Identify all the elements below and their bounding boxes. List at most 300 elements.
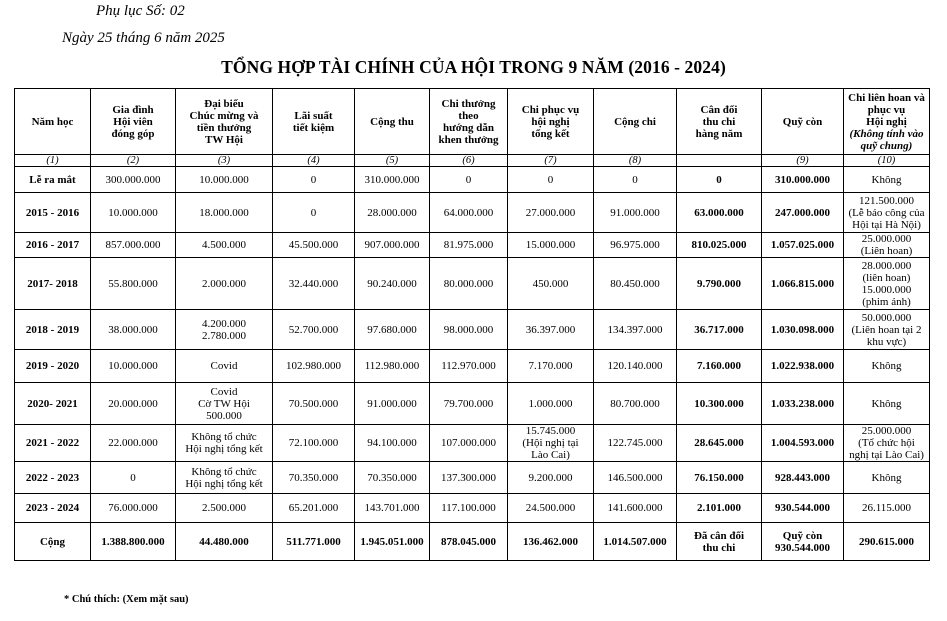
cell-text-line: Lào Cai) — [531, 449, 570, 461]
cell-text-line: 44.480.000 — [199, 535, 249, 548]
table-cell — [91, 350, 176, 383]
table-cell — [508, 425, 594, 462]
cell-text-line: 0 — [716, 173, 722, 186]
cell-text-line: 2.780.000 — [202, 329, 246, 342]
cell-text-line: 80.000.000 — [443, 277, 494, 290]
table-cell — [430, 310, 508, 350]
total-cell — [355, 523, 430, 561]
table-cell — [762, 193, 844, 233]
column-number — [677, 155, 762, 167]
cell-text-line: 143.701.000 — [364, 502, 420, 514]
table-cell — [355, 462, 430, 494]
table-cell — [91, 494, 176, 523]
cell-text-line: Cộng — [39, 535, 66, 548]
table-cell — [355, 193, 430, 233]
table-cell — [91, 233, 176, 258]
cell-text-line: 27.000.000 — [525, 206, 576, 219]
cell-text-line: 55.800.000 — [108, 277, 158, 290]
table-cell — [91, 167, 176, 193]
cell-text-line: 0 — [310, 173, 317, 186]
table-cell — [176, 350, 273, 383]
cell-text-line: 45.500.000 — [288, 239, 339, 251]
column-number: (4) — [273, 155, 355, 167]
column-header-line: Cộng chi — [614, 115, 656, 128]
cell-text-line: 141.600.000 — [607, 502, 663, 514]
cell-text-line: 80.700.000 — [610, 397, 660, 410]
column-header-line: Năm học — [31, 115, 74, 128]
cell-text-line: 247.000.000 — [775, 206, 830, 219]
column-number: (2) — [91, 155, 176, 167]
column-header — [91, 89, 176, 155]
table-cell — [677, 462, 762, 494]
cell-text-line: 28.645.000 — [694, 437, 744, 449]
column-header-line: phục vụ — [867, 103, 906, 116]
cell-text-line: 98.000.000 — [443, 323, 494, 336]
cell-text-line: 146.500.000 — [607, 471, 663, 484]
cell-text-line: 36.397.000 — [525, 323, 576, 336]
cell-text-line: 930.544.000 — [775, 502, 830, 514]
table-cell — [273, 233, 355, 258]
cell-text-line: 7.160.000 — [697, 360, 741, 372]
cell-text-line: 70.500.000 — [288, 397, 339, 410]
cell-text-line: Hội nghị tổng kết — [185, 477, 263, 490]
cell-text-line: 2022 - 2023 — [25, 471, 80, 484]
table-cell — [508, 494, 594, 523]
cell-text-line: 2020- 2021 — [27, 397, 78, 410]
cell-text-line: 25.000.000 — [861, 425, 912, 437]
cell-text-line: 2016 - 2017 — [25, 239, 80, 251]
table-cell — [844, 383, 930, 425]
table-cell — [594, 494, 677, 523]
cell-text-line: 0 — [547, 173, 554, 186]
cell-text-line: 1.030.098.000 — [770, 323, 835, 336]
table-cell — [91, 310, 176, 350]
column-header — [677, 89, 762, 155]
cell-text-line: 52.700.000 — [288, 323, 339, 336]
column-header-line: Gia đình — [112, 103, 154, 116]
year-cell — [15, 425, 91, 462]
cell-text-line: Không tổ chức — [191, 431, 257, 443]
table-cell — [430, 494, 508, 523]
cell-text-line: 28.000.000 — [861, 259, 912, 272]
cell-text-line: (liên hoan) — [862, 271, 911, 284]
cell-text-line: 1.388.800.000 — [101, 535, 165, 548]
table-cell — [844, 350, 930, 383]
cell-text-line: (Lễ báo công của — [848, 206, 925, 219]
table-cell — [176, 233, 273, 258]
cell-text-line: 120.140.000 — [607, 360, 663, 372]
year-cell — [15, 167, 91, 193]
table-cell — [762, 462, 844, 494]
table-cell — [176, 494, 273, 523]
table-cell — [355, 167, 430, 193]
cell-text-line: 290.615.000 — [859, 535, 914, 548]
cell-text-line: Lễ ra mắt — [29, 173, 76, 186]
table-cell — [844, 462, 930, 494]
column-number: (9) — [762, 155, 844, 167]
column-header-line: hướng dẫn — [443, 121, 494, 134]
table-cell — [594, 350, 677, 383]
column-header-line: Chi thưởng — [441, 97, 496, 110]
column-header-line: Chi phục vụ — [521, 103, 580, 116]
table-cell — [430, 167, 508, 193]
table-cell — [844, 193, 930, 233]
column-header-line: đóng góp — [111, 127, 155, 140]
table-cell — [91, 462, 176, 494]
column-header-line: Lãi suất — [294, 109, 333, 122]
table-cell — [91, 258, 176, 310]
total-cell — [594, 523, 677, 561]
cell-text-line: 2021 - 2022 — [25, 437, 80, 449]
cell-text-line: 300.000.000 — [105, 173, 161, 186]
cell-text-line: Không — [871, 397, 902, 410]
cell-text-line: 76.150.000 — [694, 471, 744, 484]
table-cell — [273, 310, 355, 350]
cell-text-line: (phim ảnh) — [862, 295, 911, 308]
cell-text-line: 15.000.000 — [525, 239, 576, 251]
table-cell — [677, 310, 762, 350]
table-cell — [677, 167, 762, 193]
table-cell — [844, 167, 930, 193]
cell-text-line: (Liên hoan) — [860, 245, 913, 257]
table-cell — [844, 425, 930, 462]
table-row — [15, 462, 930, 494]
table-cell — [430, 462, 508, 494]
cell-text-line: 4.200.000 — [202, 317, 246, 330]
table-cell — [762, 494, 844, 523]
header-row — [15, 89, 930, 155]
table-cell — [176, 258, 273, 310]
table-row — [15, 350, 930, 383]
table-cell — [594, 383, 677, 425]
column-header — [176, 89, 273, 155]
table-row — [15, 233, 930, 258]
cell-text-line: 122.745.000 — [607, 437, 663, 449]
table-cell — [508, 193, 594, 233]
appendix-label: Phụ lục Số: 02 — [96, 3, 185, 19]
footnote: * Chú thích: (Xem mặt sau) — [64, 594, 189, 605]
cell-text-line: 10.000.000 — [108, 360, 158, 372]
column-header-line: khen thưởng — [438, 133, 499, 146]
column-header-line: thu chi — [702, 115, 736, 128]
table-cell — [508, 350, 594, 383]
cell-text-line: nghị tại Lào Cai) — [849, 449, 924, 461]
cell-text-line: 90.240.000 — [367, 277, 417, 290]
column-header-note-line: quỹ chung) — [860, 139, 913, 152]
document-title: TỔNG HỢP TÀI CHÍNH CỦA HỘI TRONG 9 NĂM (2016 - 2024) — [221, 57, 726, 77]
cell-text-line: Không — [871, 173, 902, 186]
table-cell — [91, 193, 176, 233]
table-cell — [176, 310, 273, 350]
table-cell — [762, 425, 844, 462]
cell-text-line: 63.000.000 — [694, 206, 744, 219]
table-cell — [430, 258, 508, 310]
cell-text-line: 2.101.000 — [697, 502, 741, 514]
table-cell — [677, 193, 762, 233]
cell-text-line: 24.500.000 — [525, 502, 576, 514]
column-header-line: tiết kiệm — [292, 121, 335, 134]
table-cell — [355, 350, 430, 383]
table-cell — [508, 258, 594, 310]
column-header — [762, 89, 844, 155]
table-cell — [430, 383, 508, 425]
cell-text-line: 928.443.000 — [775, 471, 830, 484]
cell-text-line: 9.790.000 — [697, 277, 741, 290]
cell-text-line: 450.000 — [532, 277, 569, 290]
column-number: (8) — [594, 155, 677, 167]
cell-text-line: (Liên hoan tại 2 — [851, 323, 922, 336]
cell-text-line: 0 — [310, 206, 317, 219]
column-header-line: Quỹ còn — [782, 115, 823, 128]
cell-text-line: 2023 - 2024 — [25, 502, 80, 514]
column-header-line: Hội nghị — [866, 115, 907, 128]
cell-text-line: 117.100.000 — [441, 502, 496, 514]
column-number: (5) — [355, 155, 430, 167]
cell-text-line: 1.066.815.000 — [770, 277, 835, 290]
table-cell — [762, 350, 844, 383]
cell-text-line: Đã cân đối — [693, 529, 745, 542]
column-number: (3) — [176, 155, 273, 167]
total-label — [15, 523, 91, 561]
cell-text-line: Quỹ còn — [782, 529, 823, 542]
year-cell — [15, 258, 91, 310]
table-cell — [273, 425, 355, 462]
cell-text-line: 81.975.000 — [443, 239, 494, 251]
table-cell — [844, 233, 930, 258]
cell-text-line: Không — [871, 360, 902, 372]
cell-text-line: 2018 - 2019 — [25, 323, 80, 336]
column-header-line: hội nghị — [531, 115, 570, 128]
table-cell — [594, 462, 677, 494]
table-cell — [176, 193, 273, 233]
cell-text-line: 94.100.000 — [367, 437, 417, 449]
column-header-line: Cộng thu — [370, 115, 414, 128]
cell-text-line: 112.980.000 — [364, 360, 420, 372]
cell-text-line: 102.980.000 — [286, 360, 341, 372]
table-cell — [355, 494, 430, 523]
table-cell — [508, 233, 594, 258]
cell-text-line: 15.000.000 — [861, 283, 912, 296]
table-cell — [594, 193, 677, 233]
cell-text-line: Covid — [210, 385, 238, 398]
cell-text-line: 0 — [465, 173, 472, 186]
table-cell — [91, 425, 176, 462]
cell-text-line: 0 — [632, 173, 638, 186]
table-cell — [844, 494, 930, 523]
cell-text-line: 70.350.000 — [288, 471, 339, 484]
table-cell — [508, 462, 594, 494]
table-row — [15, 494, 930, 523]
cell-text-line: 107.000.000 — [441, 437, 496, 449]
cell-text-line: 72.100.000 — [288, 437, 339, 449]
cell-text-line: Covid — [210, 360, 238, 372]
cell-text-line: Cờ TW Hội — [198, 397, 250, 410]
finance-summary-table — [14, 88, 930, 561]
column-header — [844, 89, 930, 155]
cell-text-line: 907.000.000 — [364, 239, 420, 251]
cell-text-line: 15.745.000 — [525, 425, 576, 437]
cell-text-line: 4.500.000 — [202, 239, 246, 251]
cell-text-line: 91.000.000 — [367, 397, 417, 410]
cell-text-line: 310.000.000 — [775, 173, 830, 186]
cell-text-line: Không — [871, 471, 902, 484]
cell-text-line: 22.000.000 — [108, 437, 158, 449]
column-header — [15, 89, 91, 155]
cell-text-line: 20.000.000 — [108, 397, 158, 410]
table-cell — [677, 258, 762, 310]
cell-text-line: 112.970.000 — [441, 360, 496, 372]
total-cell — [430, 523, 508, 561]
column-header-line: Đại biểu — [204, 97, 244, 110]
column-number: (1) — [15, 155, 91, 167]
table-cell — [508, 383, 594, 425]
column-header-line: Hội viên — [113, 115, 153, 128]
cell-text-line: 79.700.000 — [443, 397, 494, 410]
column-header — [508, 89, 594, 155]
table-cell — [355, 383, 430, 425]
cell-text-line: 18.000.000 — [199, 206, 249, 219]
cell-text-line: 38.000.000 — [108, 323, 158, 336]
cell-text-line: 65.201.000 — [288, 502, 339, 514]
column-header-line: TW Hội — [204, 133, 243, 146]
table-cell — [91, 383, 176, 425]
table-row — [15, 310, 930, 350]
cell-text-line: 50.000.000 — [861, 311, 912, 324]
table-row — [15, 193, 930, 233]
table-cell — [430, 193, 508, 233]
year-cell — [15, 494, 91, 523]
table-cell — [677, 383, 762, 425]
column-header — [594, 89, 677, 155]
column-header — [430, 89, 508, 155]
cell-text-line: 1.022.938.000 — [770, 360, 835, 372]
column-number: (10) — [844, 155, 930, 167]
table-cell — [844, 258, 930, 310]
table-row — [15, 167, 930, 193]
table-cell — [508, 310, 594, 350]
table-cell — [762, 258, 844, 310]
total-cell — [273, 523, 355, 561]
cell-text-line: 857.000.000 — [105, 239, 161, 251]
column-header — [273, 89, 355, 155]
cell-text-line: 91.000.000 — [610, 206, 660, 219]
cell-text-line: Hội tại Hà Nội) — [852, 218, 921, 231]
cell-text-line: 1.014.507.000 — [603, 535, 667, 548]
table-row — [15, 258, 930, 310]
table-cell — [594, 425, 677, 462]
cell-text-line: 1.057.025.000 — [770, 239, 835, 251]
column-header-note-line: (Không tính vào — [849, 127, 924, 140]
table-cell — [762, 383, 844, 425]
cell-text-line: 64.000.000 — [443, 206, 494, 219]
year-cell — [15, 310, 91, 350]
cell-text-line: Hội nghị tổng kết — [185, 443, 263, 455]
cell-text-line: 10.000.000 — [108, 206, 158, 219]
table-cell — [594, 167, 677, 193]
cell-text-line: (Hội nghị tại — [522, 437, 579, 449]
cell-text-line: 136.462.000 — [523, 535, 578, 548]
cell-text-line: 1.004.593.000 — [770, 437, 835, 449]
total-cell — [91, 523, 176, 561]
document-date: Ngày 25 tháng 6 năm 2025 — [62, 30, 225, 46]
cell-text-line: 7.170.000 — [528, 360, 573, 372]
cell-text-line: 97.680.000 — [367, 323, 417, 336]
cell-text-line: 810.025.000 — [691, 239, 747, 251]
column-header-line: Chi liên hoan và — [848, 91, 925, 104]
year-cell — [15, 383, 91, 425]
table-cell — [430, 233, 508, 258]
table-cell — [762, 167, 844, 193]
year-cell — [15, 233, 91, 258]
cell-text-line: thu chi — [702, 541, 736, 554]
total-cell — [677, 523, 762, 561]
table-cell — [594, 310, 677, 350]
cell-text-line: 76.000.000 — [108, 502, 158, 514]
cell-text-line: khu vực) — [866, 335, 907, 348]
table-cell — [844, 310, 930, 350]
table-cell — [508, 167, 594, 193]
column-number: (6) — [430, 155, 508, 167]
cell-text-line: 134.397.000 — [607, 323, 663, 336]
table-cell — [176, 383, 273, 425]
column-header-line: theo — [458, 109, 479, 122]
total-cell — [762, 523, 844, 561]
table-cell — [677, 494, 762, 523]
table-cell — [677, 425, 762, 462]
year-cell — [15, 193, 91, 233]
table-cell — [273, 167, 355, 193]
table-cell — [430, 425, 508, 462]
cell-text-line: 10.000.000 — [199, 173, 249, 186]
table-cell — [762, 310, 844, 350]
total-cell — [844, 523, 930, 561]
cell-text-line: 70.350.000 — [367, 471, 417, 484]
table-cell — [355, 233, 430, 258]
cell-text-line: 9.200.000 — [528, 471, 573, 484]
table-cell — [594, 233, 677, 258]
total-row — [15, 523, 930, 561]
cell-text-line: 1.033.238.000 — [770, 397, 835, 410]
table-cell — [273, 193, 355, 233]
cell-text-line: 930.544.000 — [775, 541, 830, 554]
column-header-line: Cân đối — [700, 103, 738, 116]
column-header — [355, 89, 430, 155]
table-cell — [176, 167, 273, 193]
cell-text-line: 25.000.000 — [861, 233, 912, 245]
cell-text-line: 1.000.000 — [528, 397, 573, 410]
cell-text-line: 878.045.000 — [441, 535, 496, 548]
column-header-line: Chúc mừng và — [189, 109, 259, 122]
table-cell — [430, 350, 508, 383]
column-header-line: hàng năm — [695, 127, 743, 140]
column-header-line: tiền thưởng — [196, 121, 252, 134]
table-cell — [273, 494, 355, 523]
table-cell — [355, 310, 430, 350]
table-cell — [273, 258, 355, 310]
cell-text-line: 121.500.000 — [859, 194, 914, 207]
cell-text-line: 96.975.000 — [610, 239, 660, 251]
table-cell — [176, 425, 273, 462]
cell-text-line: 500.000 — [206, 409, 242, 422]
cell-text-line: (Tổ chức hội — [858, 437, 915, 449]
cell-text-line: 2.000.000 — [202, 277, 246, 290]
table-cell — [355, 425, 430, 462]
year-cell — [15, 350, 91, 383]
table-cell — [594, 258, 677, 310]
table-cell — [677, 233, 762, 258]
cell-text-line: 1.945.051.000 — [360, 535, 424, 548]
total-cell — [176, 523, 273, 561]
